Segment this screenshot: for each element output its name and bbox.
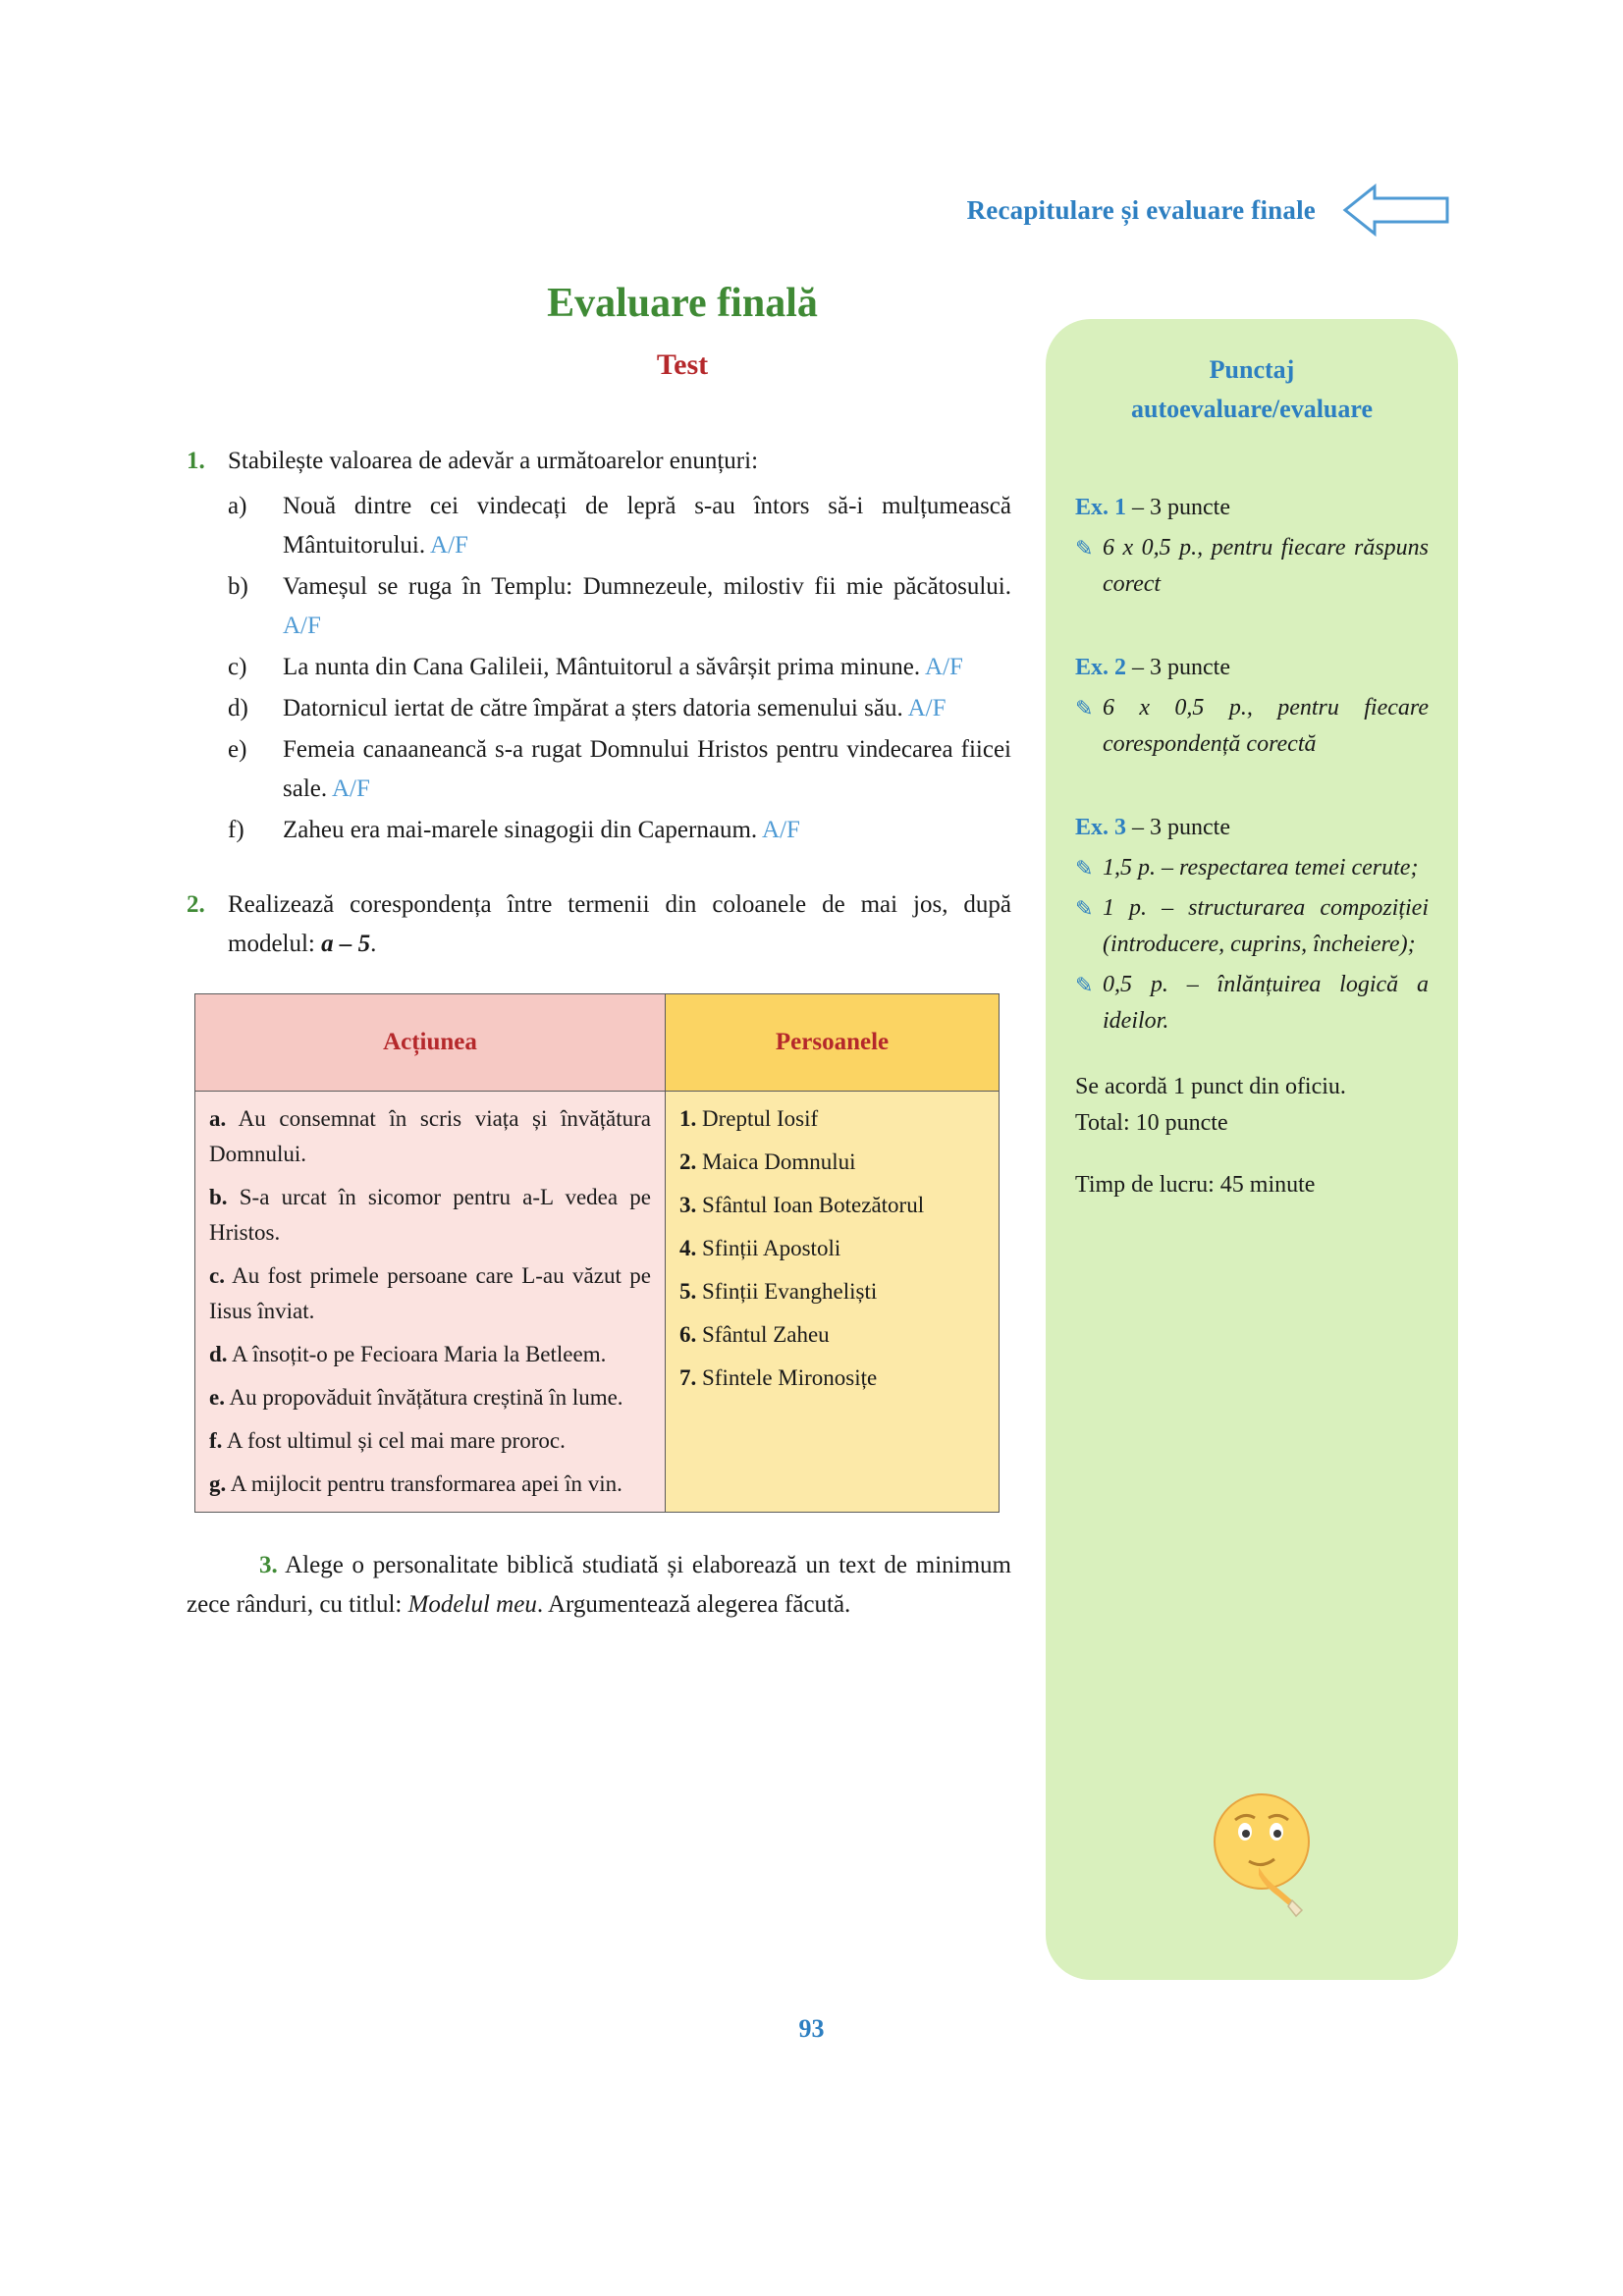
page-title: Evaluare finală [547, 281, 818, 326]
action-label: e. [209, 1385, 225, 1410]
pen-bullet-icon: ✎ [1075, 696, 1094, 721]
truth-mark: A/F [430, 532, 468, 559]
truth-mark: A/F [332, 775, 370, 802]
person-label: 3. [679, 1193, 697, 1217]
item-label: f) [228, 817, 244, 843]
question-2-text [228, 885, 1011, 964]
person-item [679, 1231, 985, 1266]
item-text: Datornicul iertat de către împărat a șters datoria semenului său. [283, 695, 903, 721]
question-2 [187, 885, 1011, 964]
question-2-model: a – 5 [321, 931, 371, 957]
person-text: Sfântul Zaheu [702, 1322, 830, 1347]
question-3-number: 3. [259, 1552, 278, 1578]
item-label: d) [228, 695, 248, 721]
truth-mark: A/F [907, 695, 947, 721]
item-body [283, 730, 1011, 809]
question-3-italic: Modelul meu [407, 1591, 537, 1618]
question-2-number: 2. [187, 891, 205, 918]
person-label: 6. [679, 1322, 697, 1347]
panel-total: Total: 10 puncte [1075, 1110, 1228, 1136]
actions-cell [195, 1092, 666, 1513]
ex3-bullet [1075, 967, 1429, 1040]
list-item [187, 730, 1011, 809]
persons-cell [666, 1092, 1000, 1513]
person-item [679, 1101, 985, 1137]
ex3-bullet-text: 1 p. – structurarea compoziției (introducere, cuprins, încheiere); [1103, 895, 1429, 957]
action-item [209, 1258, 651, 1329]
panel-time: Timp de lucru: 45 minute [1075, 1172, 1316, 1198]
action-text: Au propovăduit învățătura creștină în lume. [229, 1385, 623, 1410]
question-2-text-after: . [370, 931, 377, 957]
spacer [1075, 1142, 1429, 1167]
pen-bullet-icon: ✎ [1075, 536, 1094, 561]
table-header-row [195, 994, 1000, 1092]
pen-bullet-icon: ✎ [1075, 896, 1094, 921]
question-1-text: Stabilește valoarea de adevăr a următoarelor enunțuri: [228, 448, 759, 474]
person-label: 5. [679, 1279, 697, 1304]
ex1-bullet [1075, 530, 1429, 603]
action-text: A însoțit-o pe Fecioara Maria la Betleem. [232, 1342, 607, 1366]
truth-mark: A/F [762, 817, 800, 843]
person-text: Sfântul Ioan Botezătorul [702, 1193, 925, 1217]
item-body [283, 648, 1011, 687]
page-number: 93 [798, 2014, 825, 2043]
person-item [679, 1361, 985, 1396]
person-item [679, 1145, 985, 1180]
action-text: Au fost primele persoane care L-au văzut pe Iisus înviat. [209, 1263, 651, 1323]
panel-note: Se acordă 1 punct din oficiu. [1075, 1074, 1346, 1099]
item-body [283, 567, 1011, 646]
person-item [679, 1317, 985, 1353]
ex3-bullet-text: 1,5 p. – respectarea temei cerute; [1103, 855, 1419, 881]
column-header-persoanele: Persoanele [666, 994, 1000, 1092]
item-body [283, 487, 1011, 565]
item-label: a) [228, 493, 247, 519]
action-label: d. [209, 1342, 228, 1366]
item-body [283, 811, 1011, 850]
ex2-label: Ex. 2 [1075, 655, 1127, 680]
list-item [187, 689, 1011, 728]
person-item [679, 1274, 985, 1309]
person-text: Sfinții Apostoli [702, 1236, 841, 1260]
spacer [1075, 767, 1429, 810]
question-3 [187, 1546, 1011, 1625]
action-label: c. [209, 1263, 225, 1288]
person-text: Maica Domnului [702, 1149, 856, 1174]
ex2-heading [1075, 650, 1429, 686]
person-label: 4. [679, 1236, 697, 1260]
ex3-heading [1075, 810, 1429, 846]
item-text: Femeia canaaneancă s-a rugat Domnului Hristos pentru vindecarea fiicei sale. [283, 736, 1011, 802]
correspondence-table [194, 993, 1000, 1513]
item-body [283, 689, 1011, 728]
ex1-heading [1075, 490, 1429, 526]
ex2-points: – 3 puncte [1126, 655, 1230, 680]
action-label: f. [209, 1428, 223, 1453]
action-item [209, 1380, 651, 1415]
thinking-face-icon [1208, 1790, 1316, 1918]
pen-bullet-icon: ✎ [1075, 856, 1094, 881]
page-header [967, 183, 1451, 238]
ex3-bullet-text: 0,5 p. – înlănțuirea logică a ideilor. [1103, 972, 1429, 1034]
ex3-points: – 3 puncte [1126, 815, 1230, 840]
action-item [209, 1180, 651, 1251]
person-item [679, 1188, 985, 1223]
table-row [195, 1092, 1000, 1513]
ex2-bullet-text: 6 x 0,5 p., pentru fiecare corespondență corectă [1103, 695, 1429, 757]
action-label: g. [209, 1471, 227, 1496]
ex3-bullet [1075, 850, 1429, 886]
person-text: Sfintele Mironosițe [702, 1365, 878, 1390]
item-label: b) [228, 573, 248, 600]
action-label: b. [209, 1185, 228, 1209]
list-item [187, 648, 1011, 687]
ex1-label: Ex. 1 [1075, 495, 1127, 520]
item-text: Nouă dintre cei vindecați de lepră s-au întors să-i mulțumească Mântuitorului. [283, 493, 1011, 559]
scoring-panel [1046, 319, 1458, 1980]
action-item [209, 1337, 651, 1372]
question-3-text-before: Alege o personalitate biblică studiată și elaborează un text de minimum zece rânduri, cu titlul: [187, 1552, 1011, 1618]
ex3-bullet [1075, 890, 1429, 963]
item-text: Zaheu era mai-marele sinagogii din Capernaum. [283, 817, 758, 843]
truth-mark: A/F [283, 613, 321, 639]
spacer [1075, 1043, 1429, 1069]
page-subtitle: Test [656, 348, 709, 381]
item-text: La nunta din Cana Galileii, Mântuitorul a săvârșit prima minune. [283, 654, 921, 680]
pen-bullet-icon: ✎ [1075, 973, 1094, 997]
action-item [209, 1467, 651, 1502]
list-item [187, 487, 1011, 565]
column-header-actiunea: Acțiunea [195, 994, 666, 1092]
header-title: Recapitulare și evaluare finale [966, 194, 1316, 225]
list-item [187, 811, 1011, 850]
action-text: A fost ultimul și cel mai mare proroc. [226, 1428, 566, 1453]
question-1-number: 1. [187, 448, 205, 474]
list-item [187, 567, 1011, 646]
panel-title-line2: autoevaluare/evaluare [1130, 395, 1373, 423]
panel-body [1075, 490, 1429, 1203]
question-2-text-before: Realizează corespondența între termenii din coloanele de mai jos, după modelul: [228, 891, 1011, 957]
question-3-text-after: . Argumentează alegerea făcută. [536, 1591, 851, 1618]
ex1-points: – 3 puncte [1126, 495, 1230, 520]
action-label: a. [209, 1106, 227, 1131]
person-text: Sfinții Evangheliști [702, 1279, 878, 1304]
person-label: 2. [679, 1149, 697, 1174]
item-label: c) [228, 654, 247, 680]
action-text: S-a urcat în sicomor pentru a-L vedea pe Hristos. [209, 1185, 651, 1245]
left-arrow-icon [1341, 183, 1451, 238]
question-1-items [187, 487, 1011, 850]
person-text: Dreptul Iosif [702, 1106, 819, 1131]
ex1-bullet-text: 6 x 0,5 p., pentru fiecare răspuns corect [1103, 535, 1429, 597]
person-label: 1. [679, 1106, 697, 1131]
panel-title-line1: Punctaj [1209, 355, 1295, 384]
action-item [209, 1101, 651, 1172]
item-text: Vameșul se ruga în Templu: Dumnezeule, milostiv fii mie păcătosului. [283, 573, 1011, 600]
truth-mark: A/F [925, 654, 963, 680]
action-item [209, 1423, 651, 1459]
ex2-bullet [1075, 690, 1429, 763]
action-text: Au consemnat în scris viața și învățătura Domnului. [209, 1106, 651, 1166]
action-text: A mijlocit pentru transformarea apei în vin. [230, 1471, 622, 1496]
question-1 [187, 442, 1011, 481]
main-content [187, 442, 1011, 1625]
ex3-label: Ex. 3 [1075, 815, 1127, 840]
spacer [1075, 607, 1429, 650]
item-label: e) [228, 736, 247, 763]
person-label: 7. [679, 1365, 697, 1390]
